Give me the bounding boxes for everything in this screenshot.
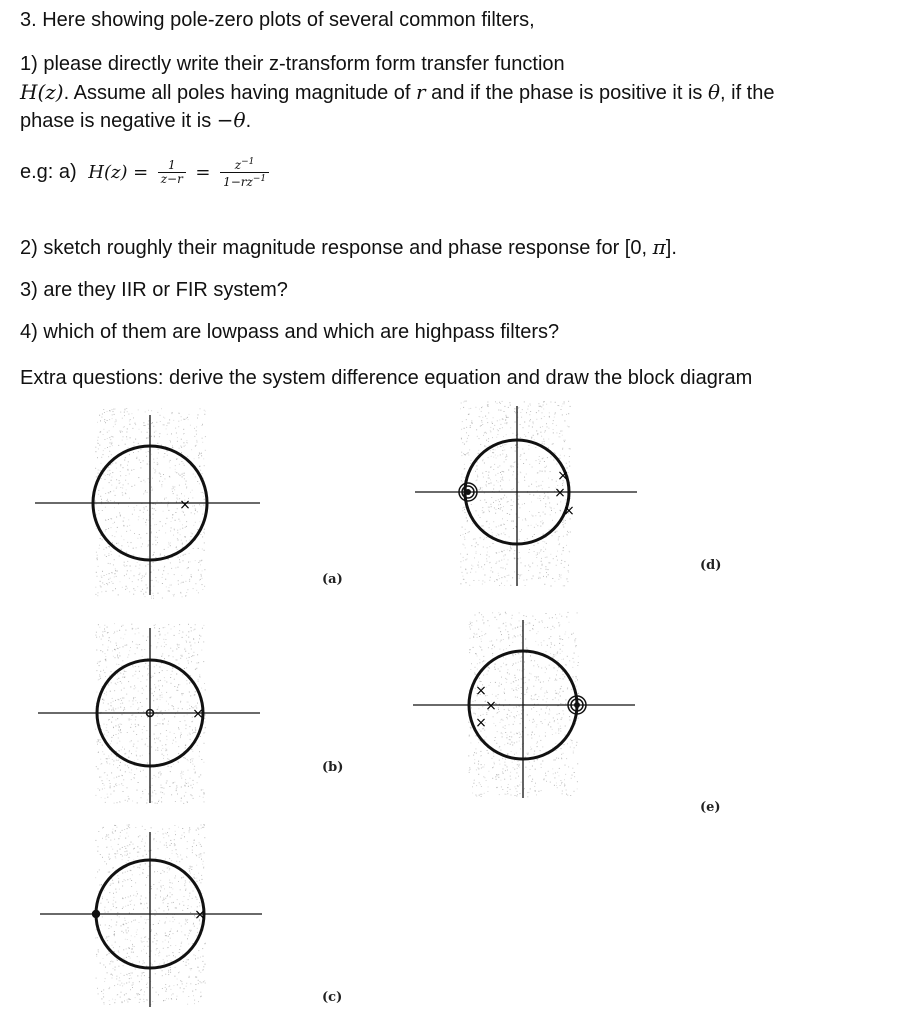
multiple-zero-marker [459,483,477,501]
plot-label-c: (c) [322,990,343,1005]
pole-marker-lower: × [563,503,575,519]
phase-symbol: θ [707,80,721,104]
example-fraction-2-denominator: $1-rz^{-1}$ [223,174,267,189]
question-3: 3) are they IIR or FIR system? [20,279,288,301]
extra-question: Extra questions: derive the system difference equation and draw the block diagram [20,367,753,389]
pole-marker: × [194,907,206,923]
pole-marker-upper: × [475,683,487,699]
pi-symbol: π [652,235,666,259]
pole-zero-plot-c [20,822,280,1012]
zero-marker [93,911,100,918]
question-1-text-a: . Assume all poles having magnitude of [63,82,417,104]
example-fraction-1 [158,159,186,186]
question-1-text-e: . [245,110,252,132]
question-1-line-2 [20,78,775,107]
multiple-zero-marker [568,696,586,714]
pole-magnitude-symbol: r [416,80,426,104]
pole-zero-plot-a [20,405,280,605]
example-fraction-2-numerator: $z^{-1}$ [220,156,269,173]
plot-label-a: (a) [322,572,343,587]
example-equals-1: = [133,161,149,183]
pole-zero-plot-e [405,608,655,808]
transfer-function-symbol: H(z) [20,80,64,104]
plot-label-e: (e) [700,800,721,815]
question-2 [20,233,677,262]
pole-marker-upper: × [557,468,569,484]
example-label: e.g: a) [20,160,77,183]
example-lhs: H(z) [88,161,128,183]
question-1-line-1: 1) please directly write their z-transform form transfer function [20,53,565,75]
pole-marker-real: × [485,698,497,714]
pole-marker-real: × [554,485,566,501]
example-equation [20,156,273,189]
example-equals-2: = [195,161,211,183]
example-fraction-1-denominator: z−r [160,172,183,186]
pole-marker-lower: × [475,715,487,731]
question-intro: 3. Here showing pole-zero plots of several common filters, [20,9,535,31]
pole-marker: × [192,706,204,722]
question-1-line-3 [20,106,251,135]
question-2-text-b: ]. [665,237,677,259]
pole-zero-plot-d [405,398,655,593]
negative-phase-symbol: −θ [216,108,246,132]
pole-zero-plot-b [20,618,280,808]
plot-label-d: (d) [700,558,722,573]
example-fraction-1-numerator: 1 [158,159,186,173]
question-1-text-c: , if the [720,82,775,104]
question-2-text-a: 2) sketch roughly their magnitude response and phase response for [0, [20,237,653,259]
question-1-text-d: phase is negative it is [20,110,217,132]
example-fraction-2 [220,156,269,189]
pole-marker: × [179,497,191,513]
plot-label-b: (b) [322,760,344,775]
question-1-text-b: and if the phase is positive it is [425,82,708,104]
question-4: 4) which of them are lowpass and which are highpass filters? [20,321,560,343]
